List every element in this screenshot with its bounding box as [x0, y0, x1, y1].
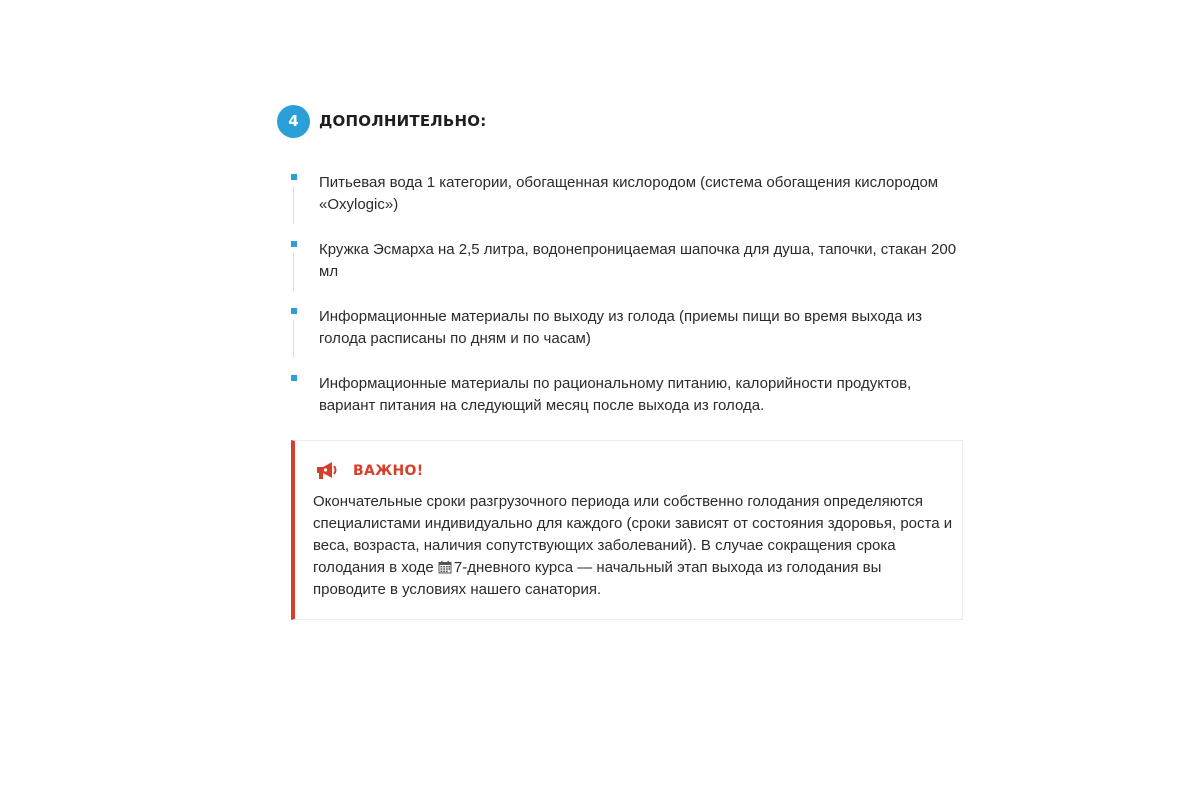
list-item: [277, 306, 967, 350]
list-item: [277, 239, 967, 283]
additional-items-list: [277, 172, 967, 417]
section-title: ДОПОЛНИТЕЛЬНО:: [319, 112, 487, 130]
important-title: ВАЖНО!: [353, 463, 424, 479]
section-heading: [277, 104, 967, 138]
important-text: [313, 491, 953, 601]
important-notice-box: [291, 440, 963, 620]
calendar-icon: [438, 559, 452, 573]
section-number-badge: 4: [277, 105, 310, 138]
important-text-part-2: 7-дневного курса — начальный этап выхода из голодания вы проводите в условиях нашего санатория.: [313, 559, 882, 598]
list-connector-line: [293, 186, 294, 224]
list-item-text: Информационные материалы по выходу из голода (приемы пищи во время выхода из голода расписаны по дням и по часам): [319, 308, 922, 347]
list-item-text: Питьевая вода 1 категории, обогащенная кислородом (система обогащения кислородом «Oxylogic»): [319, 174, 939, 213]
list-item-text: Информационные материалы по рациональному питанию, калорийности продуктов, вариант питания на следующий месяц после выхода из голода.: [319, 375, 912, 414]
list-connector-line: [293, 253, 294, 291]
list-item: [277, 172, 967, 216]
list-connector-line: [293, 320, 294, 358]
list-item: [277, 373, 967, 417]
list-item-text: Кружка Эсмарха на 2,5 литра, водонепроницаемая шапочка для душа, тапочки, стакан 200 мл: [319, 241, 957, 280]
additional-section: [277, 104, 967, 417]
important-text-part-1: Окончательные сроки разгрузочного периода или собственно голодания определяются специалистами индивидуально для каждого (сроки зависят от состояния здоровья, роста и веса, возраста, наличия сопутствующих заболеваний). В случае сокращения срока голодания в ходе: [313, 493, 953, 576]
bullet-square-icon: [291, 241, 297, 247]
megaphone-icon: [315, 460, 339, 482]
bullet-square-icon: [291, 308, 297, 314]
bullet-square-icon: [291, 174, 297, 180]
bullet-square-icon: [291, 375, 297, 381]
important-heading: [315, 460, 423, 482]
